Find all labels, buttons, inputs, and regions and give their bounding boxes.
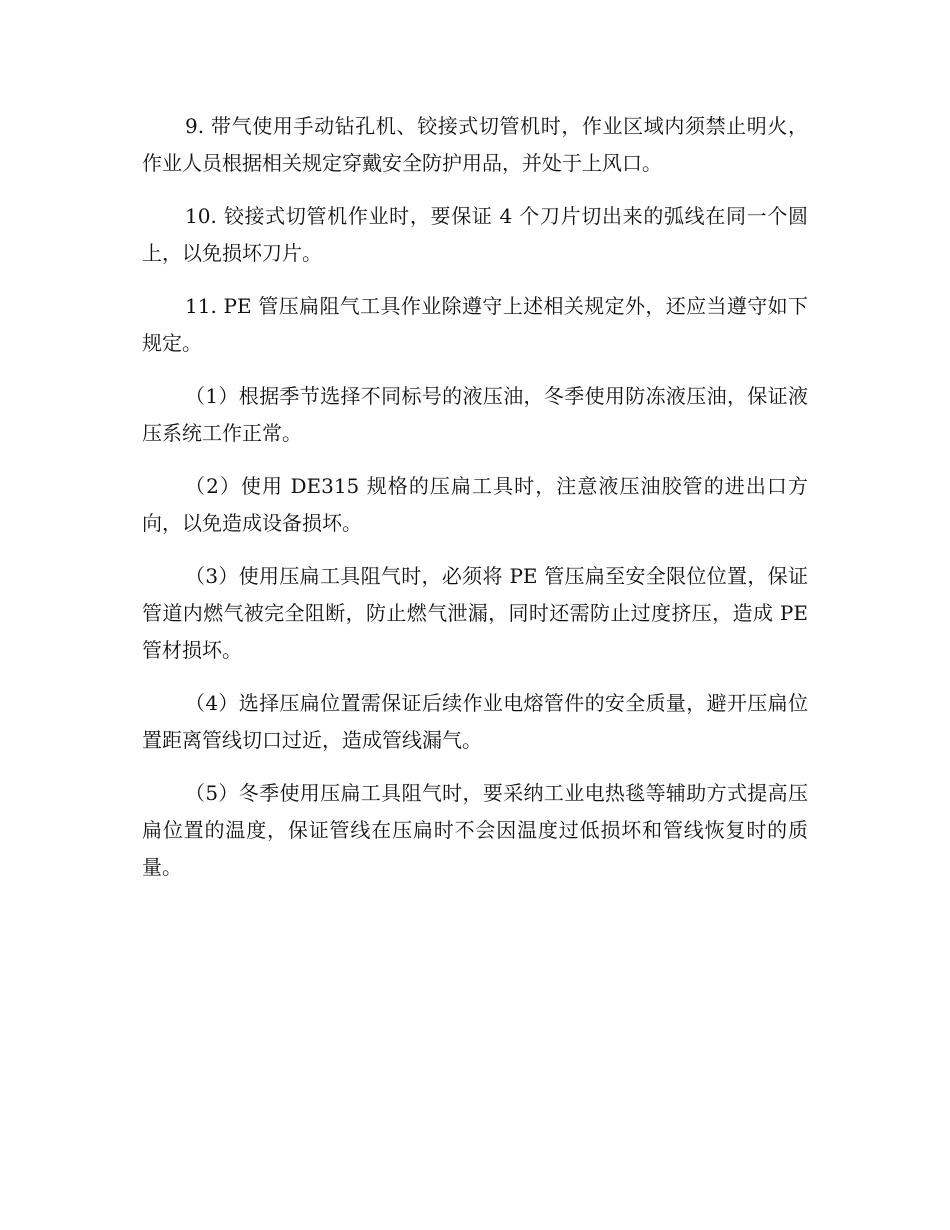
paragraph-subitem-1: （1）根据季节选择不同标号的液压油，冬季使用防冻液压油，保证液压系统工作正常。 [142, 384, 808, 445]
paragraph-item-9: 9. 带气使用手动钻孔机、铰接式切管机时，作业区域内须禁止明火，作业人员根据相关规定穿戴安全防护用品，并处于上风口。 [142, 114, 808, 175]
paragraph-subitem-3: （3）使用压扁工具阻气时，必须将 PE 管压扁至安全限位位置，保证管道内燃气被完全阻断，防止燃气泄漏，同时还需防止过度挤压，造成 PE 管材损坏。 [142, 564, 808, 662]
paragraph-item-10: 10. 铰接式切管机作业时，要保证 4 个刀片切出来的弧线在同一个圆上，以免损坏刀片。 [142, 204, 808, 265]
document-page [142, 108, 808, 902]
paragraph-subitem-5: （5）冬季使用压扁工具阻气时，要采纳工业电热毯等辅助方式提高压扁位置的温度，保证管线在压扁时不会因温度过低损坏和管线恢复时的质量。 [142, 781, 808, 879]
paragraph-item-11: 11. PE 管压扁阻气工具作业除遵守上述相关规定外，还应当遵守如下规定。 [142, 294, 808, 355]
paragraph-subitem-4: （4）选择压扁位置需保证后续作业电熔管件的安全质量，避开压扁位置距离管线切口过近，造成管线漏气。 [142, 691, 808, 752]
paragraph-subitem-2: （2）使用 DE315 规格的压扁工具时，注意液压油胶管的进出口方向，以免造成设备损坏。 [142, 474, 808, 535]
